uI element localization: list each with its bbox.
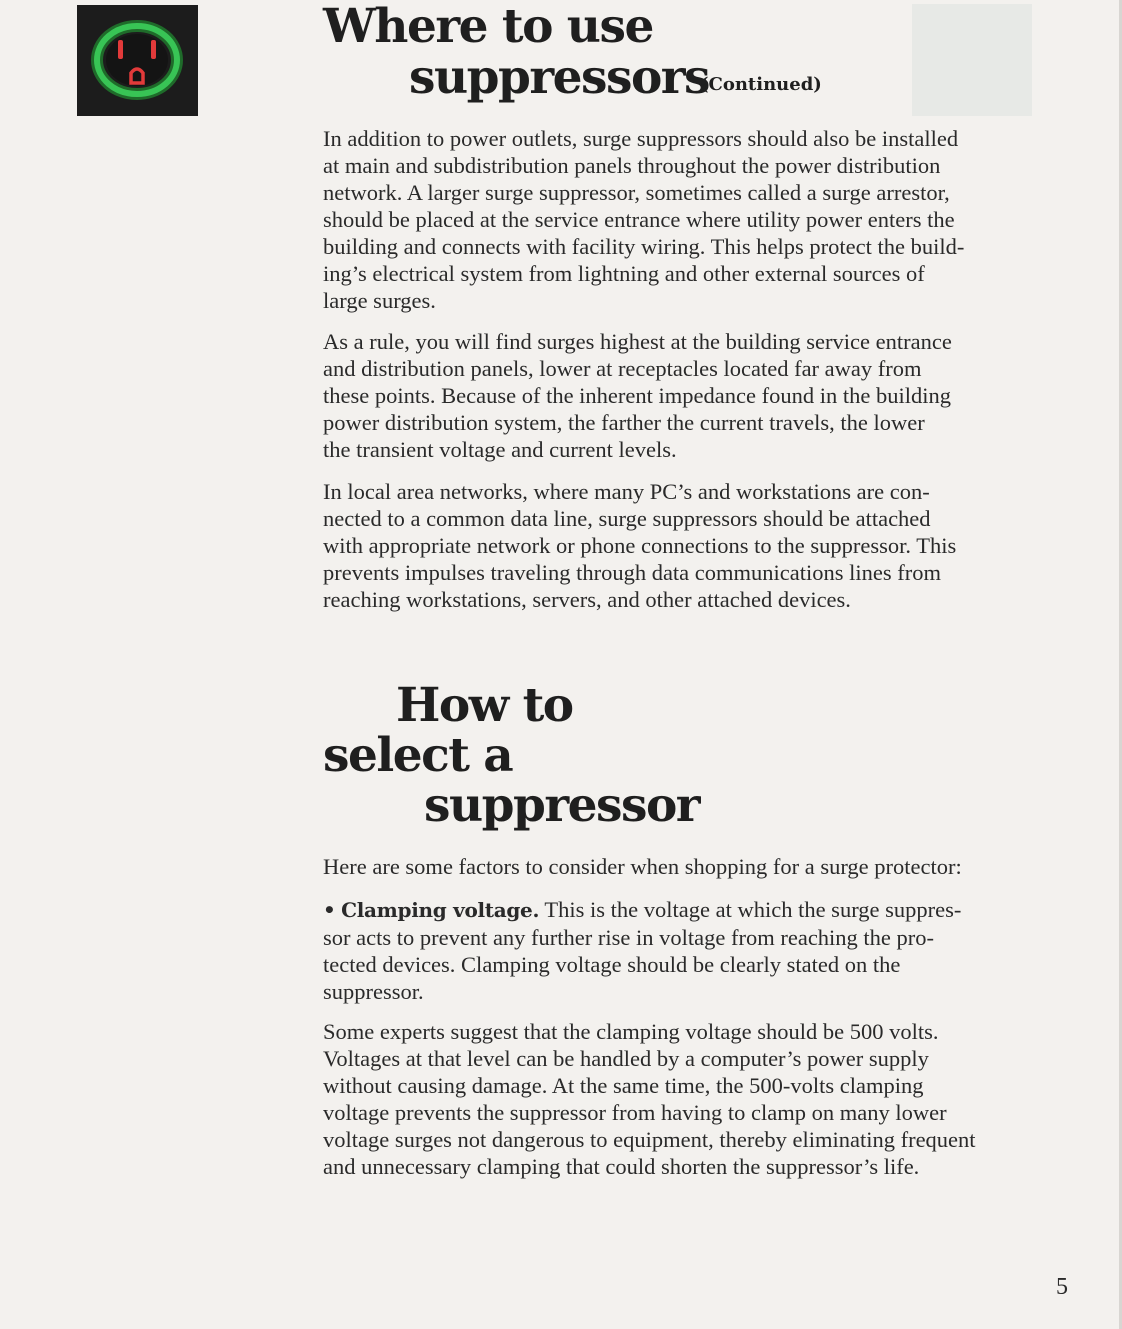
text-line: voltage surges not dangerous to equipment, thereby eliminating frequent	[323, 1127, 976, 1152]
text-line: with appropriate network or phone connections to the suppressor. This	[323, 533, 957, 558]
bullet-clamping-voltage	[323, 896, 1023, 1005]
text-line: In local area networks, where many PC’s and workstations are con-	[323, 479, 930, 504]
page-number: 5	[1056, 1274, 1068, 1300]
continued-label: (Continued)	[700, 74, 822, 95]
text-line: prevents impulses traveling through data communications lines from	[323, 560, 941, 585]
text-line: nected to a common data line, surge suppressors should be attached	[323, 506, 931, 531]
text-line: at main and subdistribution panels throughout the power distribution	[323, 153, 941, 178]
paragraph-experts	[323, 1018, 1023, 1180]
show-through-box	[912, 4, 1032, 116]
text-line: and distribution panels, lower at receptacles located far away from	[323, 356, 922, 381]
power-outlet-icon	[77, 5, 198, 116]
section2-title-line2: select a	[323, 728, 513, 783]
text-line: and unnecessary clamping that could shorten the suppressor’s life.	[323, 1154, 920, 1179]
text-line: power distribution system, the farther the current travels, the lower	[323, 410, 925, 435]
text-line: network. A larger surge suppressor, sometimes called a surge arrestor,	[323, 180, 950, 205]
section2-title-line3: suppressor	[424, 778, 700, 833]
text-line: reaching workstations, servers, and other attached devices.	[323, 587, 851, 612]
section-title-line1: Where to use	[323, 0, 653, 54]
text-line: As a rule, you will find surges highest at the building service entrance	[323, 329, 952, 354]
paragraph-power-outlets	[323, 125, 1023, 314]
text-line: Voltages at that level can be handled by a computer’s power supply	[323, 1046, 929, 1071]
text-line: Here are some factors to consider when shopping for a surge protector:	[323, 854, 962, 879]
text-line: suppressor.	[323, 979, 424, 1004]
text-line: ing’s electrical system from lightning and other external sources of	[323, 261, 925, 286]
bullet-lead: Clamping voltage.	[341, 898, 540, 922]
text-line: should be placed at the service entrance where utility power enters the	[323, 207, 955, 232]
paragraph-networks	[323, 478, 1023, 613]
bullet-marker: •	[323, 898, 336, 922]
text-line: the transient voltage and current levels.	[323, 437, 677, 462]
text-line: building and connects with facility wiring. This helps protect the build-	[323, 234, 965, 259]
text-line: Some experts suggest that the clamping voltage should be 500 volts.	[323, 1019, 939, 1044]
text-line: without causing damage. At the same time, the 500-volts clamping	[323, 1073, 924, 1098]
text-line: In addition to power outlets, surge suppressors should also be installed	[323, 126, 959, 151]
section2-title-line1: How to	[396, 678, 573, 733]
text-line: tected devices. Clamping voltage should be clearly stated on the	[323, 952, 901, 977]
text-line: these points. Because of the inherent impedance found in the building	[323, 383, 951, 408]
text-line: large surges.	[323, 288, 436, 313]
section-title-line2: suppressors	[409, 50, 710, 105]
text-line: sor acts to prevent any further rise in voltage from reaching the pro-	[323, 925, 935, 950]
bullet-first-line: This is the voltage at which the surge suppres-	[539, 897, 962, 922]
paragraph-rule	[323, 328, 1023, 463]
paragraph-intro	[323, 853, 1023, 880]
text-line	[323, 896, 1023, 924]
text-line: voltage prevents the suppressor from having to clamp on many lower	[323, 1100, 947, 1125]
